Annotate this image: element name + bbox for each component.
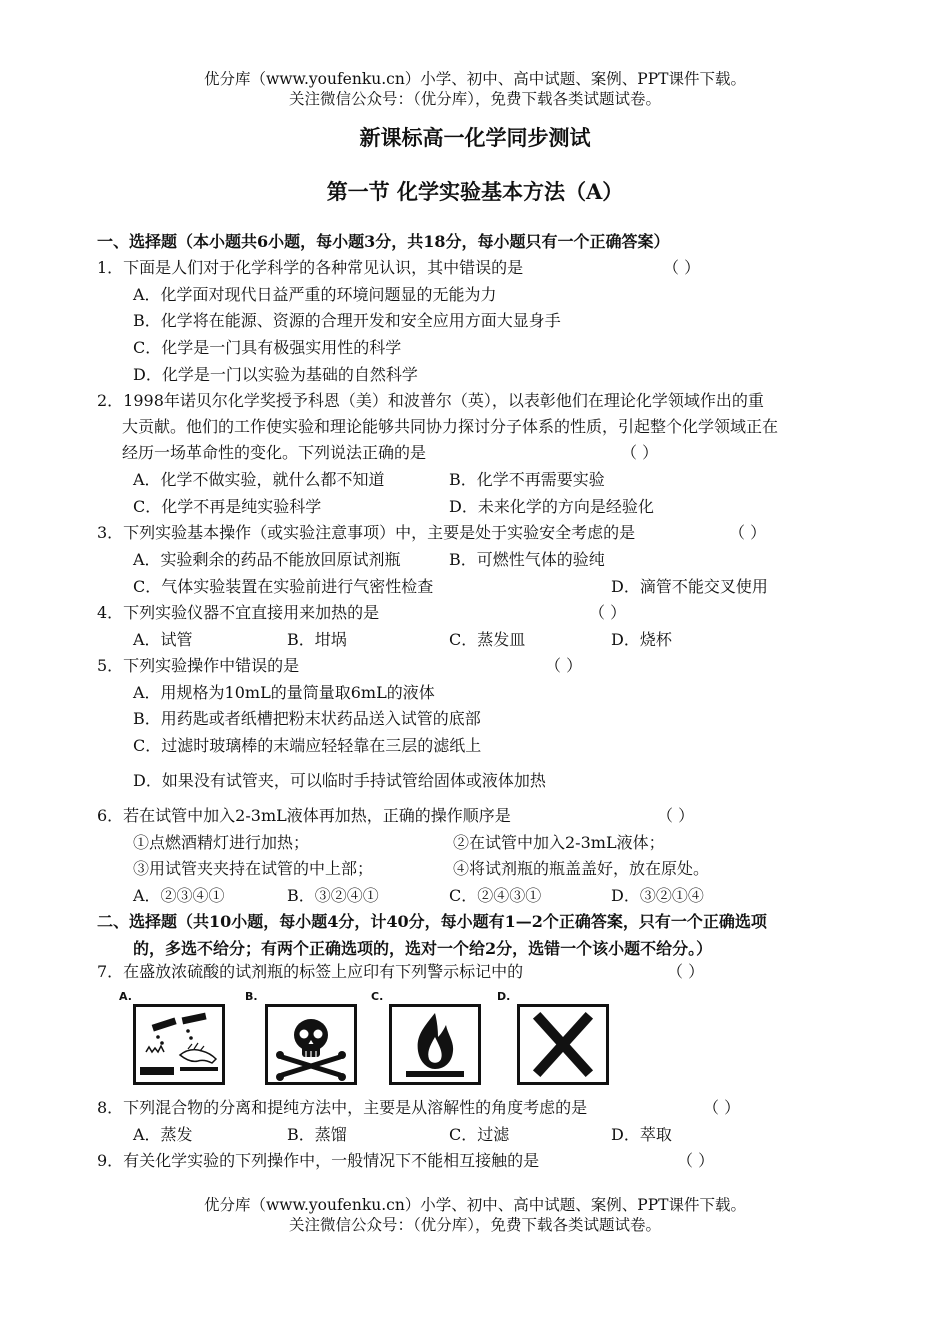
q5-option-b: B．用药匙或者纸槽把粉末状药品送入试管的底部 bbox=[133, 709, 481, 728]
q6-stem: 6．若在试管中加入2-3mL液体再加热，正确的操作顺序是 bbox=[97, 806, 511, 825]
q2-option-a: A．化学不做实验，就什么都不知道 bbox=[133, 470, 385, 489]
q3-option-c: C．气体实验装置在实验前进行气密性检查 bbox=[133, 577, 434, 596]
q4-answer-bracket: （ ） bbox=[589, 603, 627, 622]
q5-stem: 5．下列实验操作中错误的是 bbox=[97, 656, 300, 675]
q4-stem: 4．下列实验仪器不宜直接用来加热的是 bbox=[97, 603, 380, 622]
q3-option-d: D．滴管不能交叉使用 bbox=[611, 577, 768, 596]
q7-answer-bracket: （ ） bbox=[667, 962, 705, 981]
q8-option-a: A．蒸发 bbox=[133, 1125, 193, 1144]
q6-step-2: ②在试管中加入2-3mL液体； bbox=[453, 833, 665, 852]
footer-line-2: 关注微信公众号：（优分库），免费下载各类试题试卷。 bbox=[288, 1216, 661, 1234]
q6-step-1: ①点燃酒精灯进行加热； bbox=[133, 833, 310, 852]
q2-answer-bracket: （ ） bbox=[621, 443, 659, 462]
q1-option-b: B．化学将在能源、资源的合理开发和安全应用方面大显身手 bbox=[133, 311, 561, 330]
q6-step-3: ③用试管夹夹持在试管的中上部； bbox=[133, 859, 374, 878]
q3-option-b: B．可燃性气体的验纯 bbox=[449, 550, 605, 569]
footer-line-1: 优分库（www.youfenku.cn）小学、初中、高中试题、案例、PPT课件下载。 bbox=[203, 1196, 747, 1214]
header-line-2: 关注微信公众号：（优分库），免费下载各类试题试卷。 bbox=[288, 90, 661, 108]
q3-option-a: A．实验剩余的药品不能放回原试剂瓶 bbox=[133, 550, 401, 569]
q7-stem: 7．在盛放浓硫酸的试剂瓶的标签上应印有下列警示标记中的 bbox=[97, 962, 524, 981]
q6-option-c: C．②④③① bbox=[449, 886, 542, 905]
q8-option-c: C．过滤 bbox=[449, 1125, 510, 1144]
q1-option-c: C．化学是一门具有极强实用性的科学 bbox=[133, 338, 402, 357]
q4-option-c: C．蒸发皿 bbox=[449, 630, 526, 649]
q4-option-d: D．烧杯 bbox=[611, 630, 672, 649]
section-1-heading: 一、选择题（本小题共6小题，每小题3分，共18分，每小题只有一个正确答案） bbox=[97, 232, 670, 251]
q8-answer-bracket: （ ） bbox=[703, 1098, 741, 1117]
q2-stem-line-2: 大贡献。他们的工作使实验和理论能够共同协力探讨分子体系的性质，引起整个化学领域正在 bbox=[122, 417, 779, 436]
q9-stem: 9．有关化学实验的下列操作中，一般情况下不能相互接触的是 bbox=[97, 1151, 540, 1170]
q9-answer-bracket: （ ） bbox=[677, 1151, 715, 1170]
q2-stem-line-3: 经历一场革命性的变化。下列说法正确的是 bbox=[122, 443, 427, 462]
q6-option-a: A．②③④① bbox=[133, 886, 225, 905]
q5-option-d: D．如果没有试管夹，可以临时手持试管给固体或液体加热 bbox=[133, 771, 546, 790]
q3-answer-bracket: （ ） bbox=[729, 523, 767, 542]
q6-option-b: B．③②④① bbox=[287, 886, 379, 905]
q6-option-d: D．③②①④ bbox=[611, 886, 704, 905]
header-line-1: 优分库（www.youfenku.cn）小学、初中、高中试题、案例、PPT课件下载。 bbox=[203, 70, 747, 88]
q7-label-b: B. bbox=[245, 990, 258, 1003]
q7-label-d: D. bbox=[497, 990, 511, 1003]
q5-answer-bracket: （ ） bbox=[545, 656, 583, 675]
q7-warning-icons bbox=[115, 990, 615, 1085]
q5-option-a: A．用规格为10mL的量筒量取6mL的液体 bbox=[133, 683, 435, 702]
page-title: 新课标高一化学同步测试 bbox=[359, 125, 591, 150]
q8-option-b: B．蒸馏 bbox=[287, 1125, 347, 1144]
q6-answer-bracket: （ ） bbox=[657, 806, 695, 825]
flame-icon bbox=[389, 1004, 481, 1085]
q3-stem: 3．下列实验基本操作（或实验注意事项）中，主要是处于实验安全考虑的是 bbox=[97, 523, 636, 542]
q7-label-c: C. bbox=[371, 990, 384, 1003]
q5-option-c: C．过滤时玻璃棒的末端应轻轻靠在三层的滤纸上 bbox=[133, 736, 482, 755]
q1-stem: 1．下面是人们对于化学科学的各种常见认识，其中错误的是 bbox=[97, 258, 524, 277]
q1-option-a: A．化学面对现代日益严重的环境问题显的无能为力 bbox=[133, 285, 497, 304]
q6-step-4: ④将试剂瓶的瓶盖盖好，放在原处。 bbox=[453, 859, 710, 878]
page-subtitle: 第一节 化学实验基本方法（A） bbox=[326, 179, 624, 204]
q2-option-c: C．化学不再是纯实验科学 bbox=[133, 497, 322, 516]
section-2-heading-line-1: 二、选择题（共10小题，每小题4分，计40分，每小题有1—2个正确答案，只有一个正确选项 bbox=[97, 912, 767, 931]
q7-label-a: A. bbox=[119, 990, 132, 1003]
cross-x-icon bbox=[517, 1004, 609, 1085]
q2-option-d: D．未来化学的方向是经验化 bbox=[449, 497, 654, 516]
q4-option-b: B．坩埚 bbox=[287, 630, 347, 649]
q2-option-b: B．化学不再需要实验 bbox=[449, 470, 605, 489]
corrosive-icon bbox=[133, 1004, 225, 1085]
q8-option-d: D．萃取 bbox=[611, 1125, 672, 1144]
section-2-heading-line-2: 的，多选不给分；有两个正确选项的，选对一个给2分，选错一个该小题不给分。） bbox=[133, 939, 713, 958]
q2-stem-line-1: 2．1998年诺贝尔化学奖授予科恩（美）和波普尔（英），以表彰他们在理论化学领域作出的重 bbox=[97, 391, 764, 410]
skull-crossbones-icon bbox=[265, 1004, 357, 1085]
q1-option-d: D．化学是一门以实验为基础的自然科学 bbox=[133, 365, 418, 384]
q4-option-a: A．试管 bbox=[133, 630, 193, 649]
q8-stem: 8．下列混合物的分离和提纯方法中，主要是从溶解性的角度考虑的是 bbox=[97, 1098, 588, 1117]
q1-answer-bracket: （ ） bbox=[663, 258, 701, 277]
